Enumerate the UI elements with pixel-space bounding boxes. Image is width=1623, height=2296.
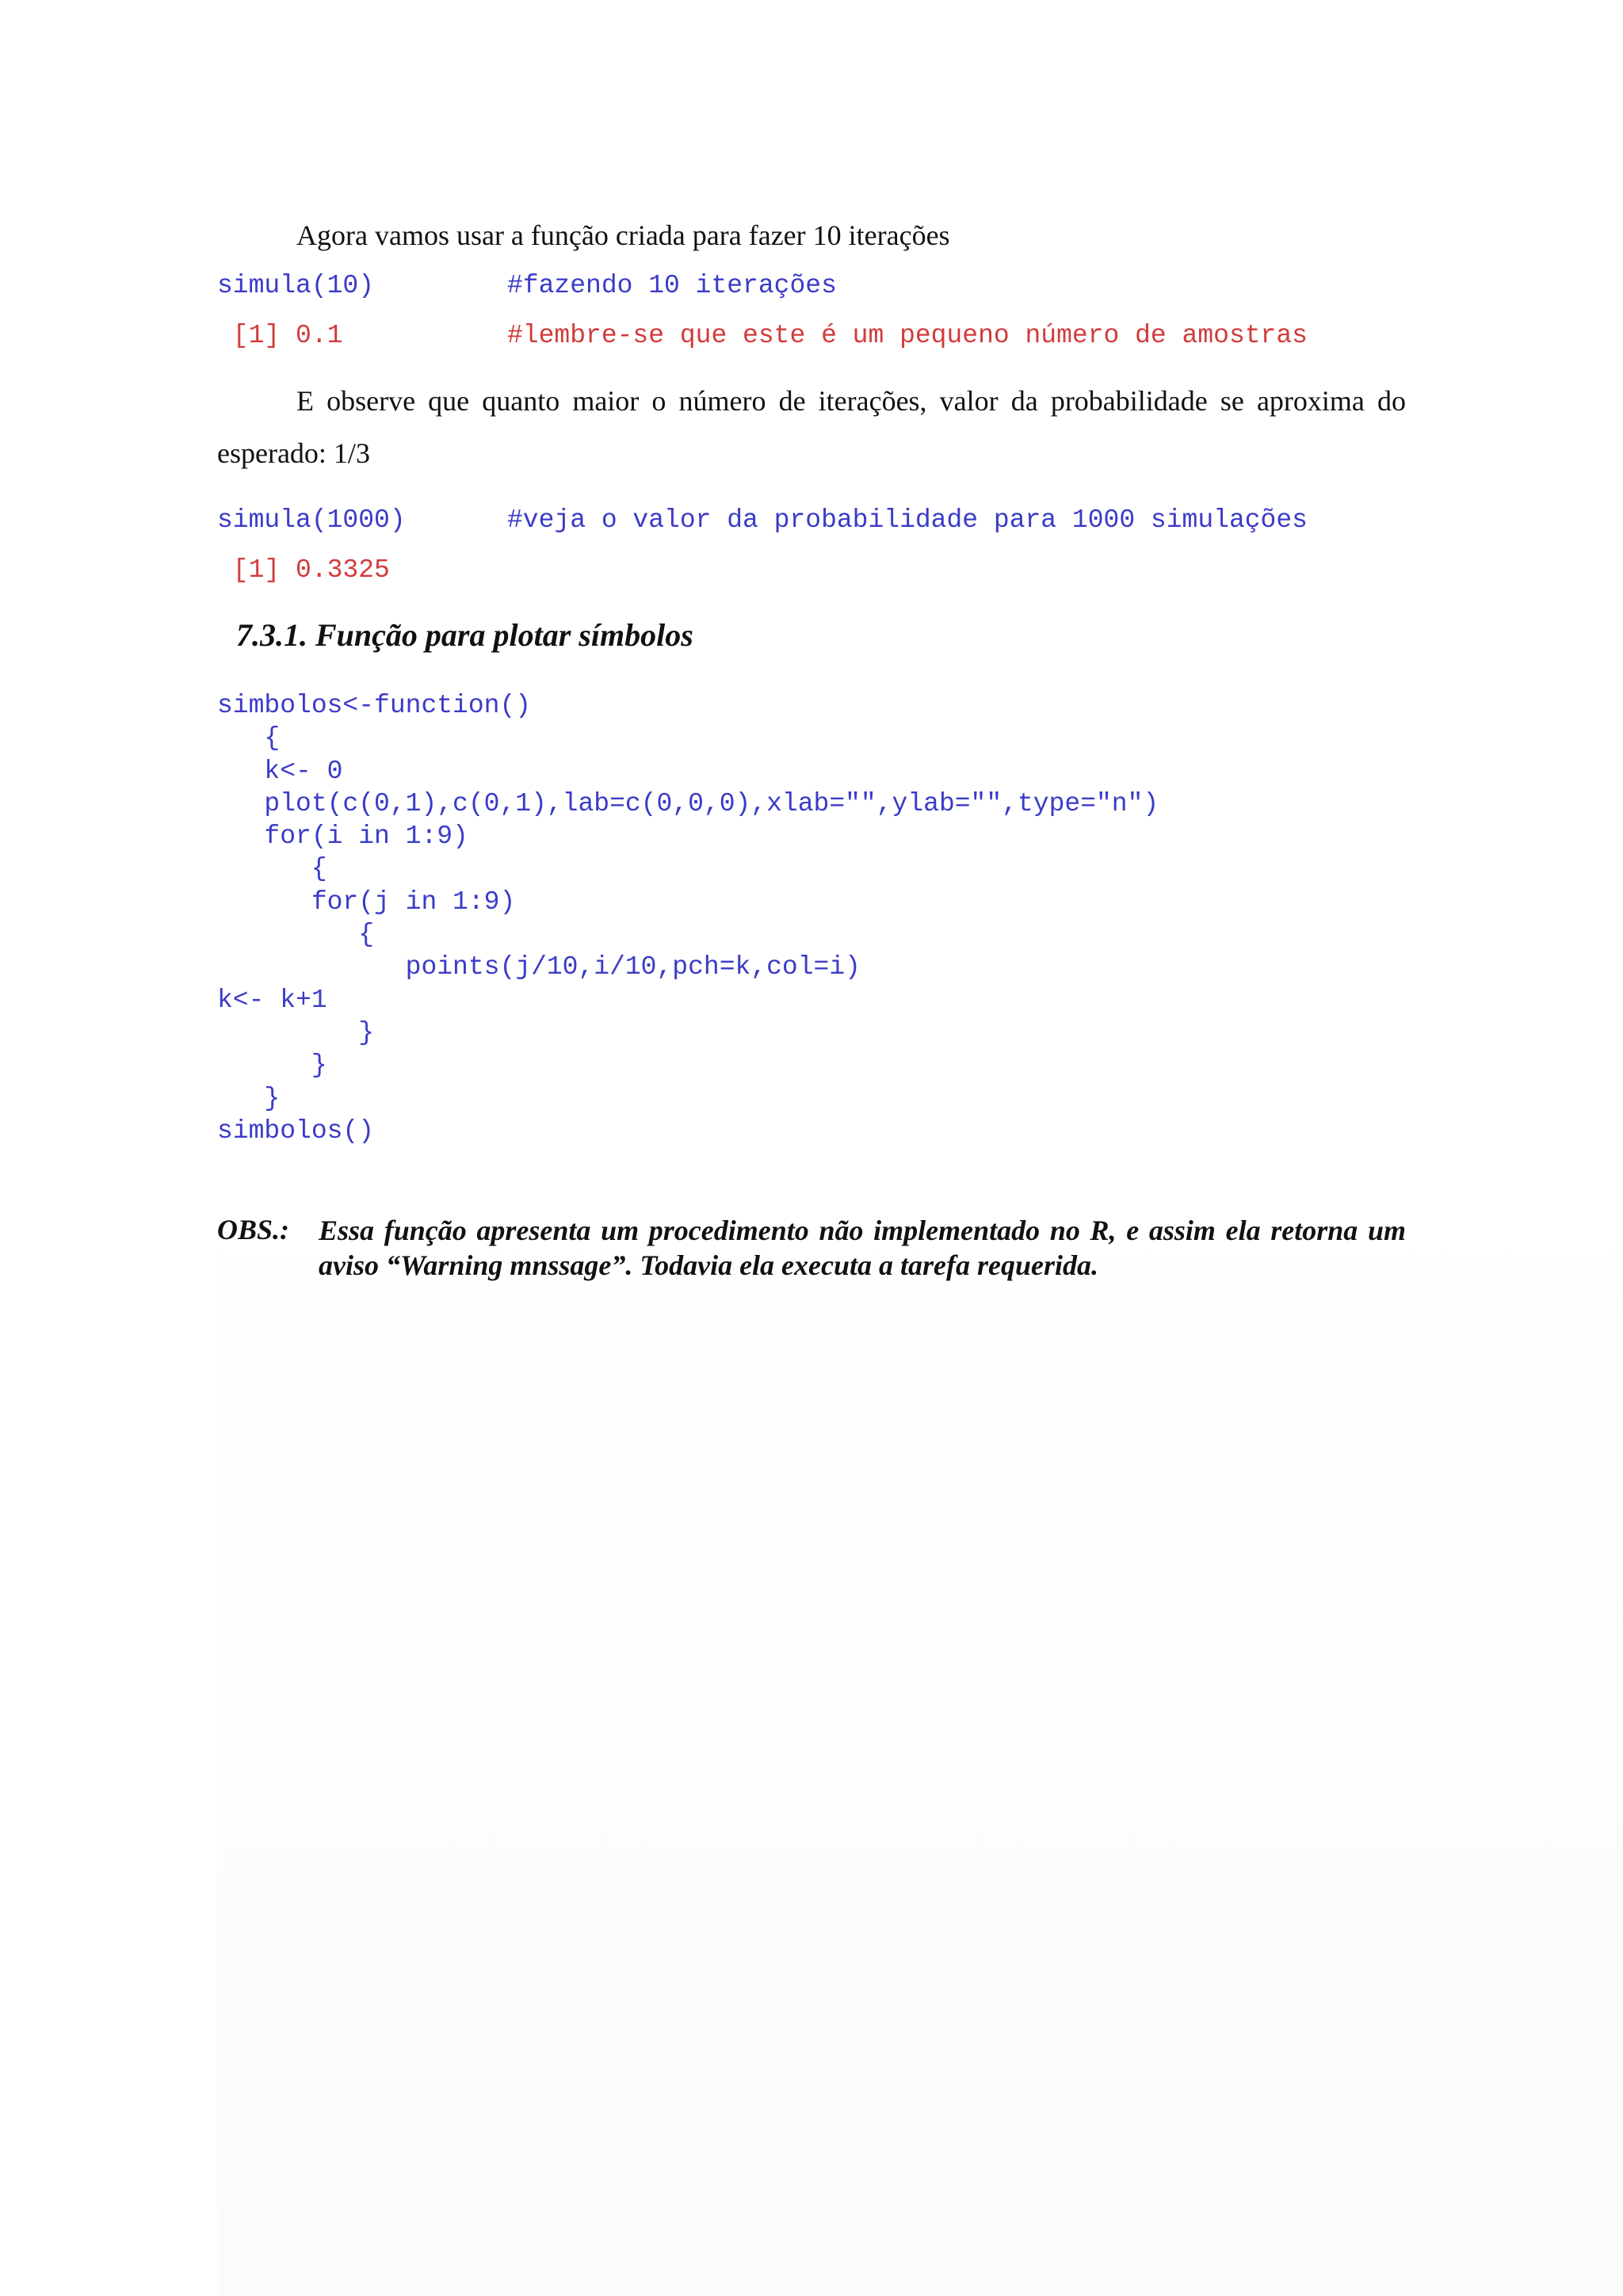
code-simula-10: simula(10) (217, 271, 375, 300)
paragraph-probability: E observe que quanto maior o número de iterações, valor da probabilidade se aproxima do esperado: 1/3 (217, 385, 1406, 469)
intro-paragraph: Agora vamos usar a função criada para fazer 10 iterações (296, 219, 950, 251)
code-output-2: [1] 0.3325 (217, 555, 390, 585)
code-comment-simulations: #veja o valor da probabilidade para 1000 simulações (507, 505, 1308, 535)
code-simula-1000: simula(1000) (217, 505, 406, 535)
code-comment-iterations: #fazendo 10 iterações (507, 271, 837, 300)
obs-text: Essa função apresenta um procedimento não implementado no R, e assim ela retorna um aviso “Warning mnssage”. Todavia ela executa a tarefa requerida. (319, 1215, 1406, 1281)
page-shading (217, 1173, 1623, 2296)
obs-label: OBS.: (217, 1214, 290, 1245)
code-output-1: [1] 0.1 (217, 321, 343, 350)
code-comment-samples: #lembre-se que este é um pequeno número de amostras (507, 321, 1308, 350)
code-simbolos-function: simbolos<-function() { k<- 0 plot(c(0,1),c(0,1),lab=c(0,0,0),xlab="",ylab="",type="n") for(i in 1:9) { for(j in 1:9) { points(j/10,i/10,pch=k,col=i) k<- k+1 } } } simbolos() (217, 691, 1159, 1146)
section-heading: 7.3.1. Função para plotar símbolos (236, 617, 693, 653)
